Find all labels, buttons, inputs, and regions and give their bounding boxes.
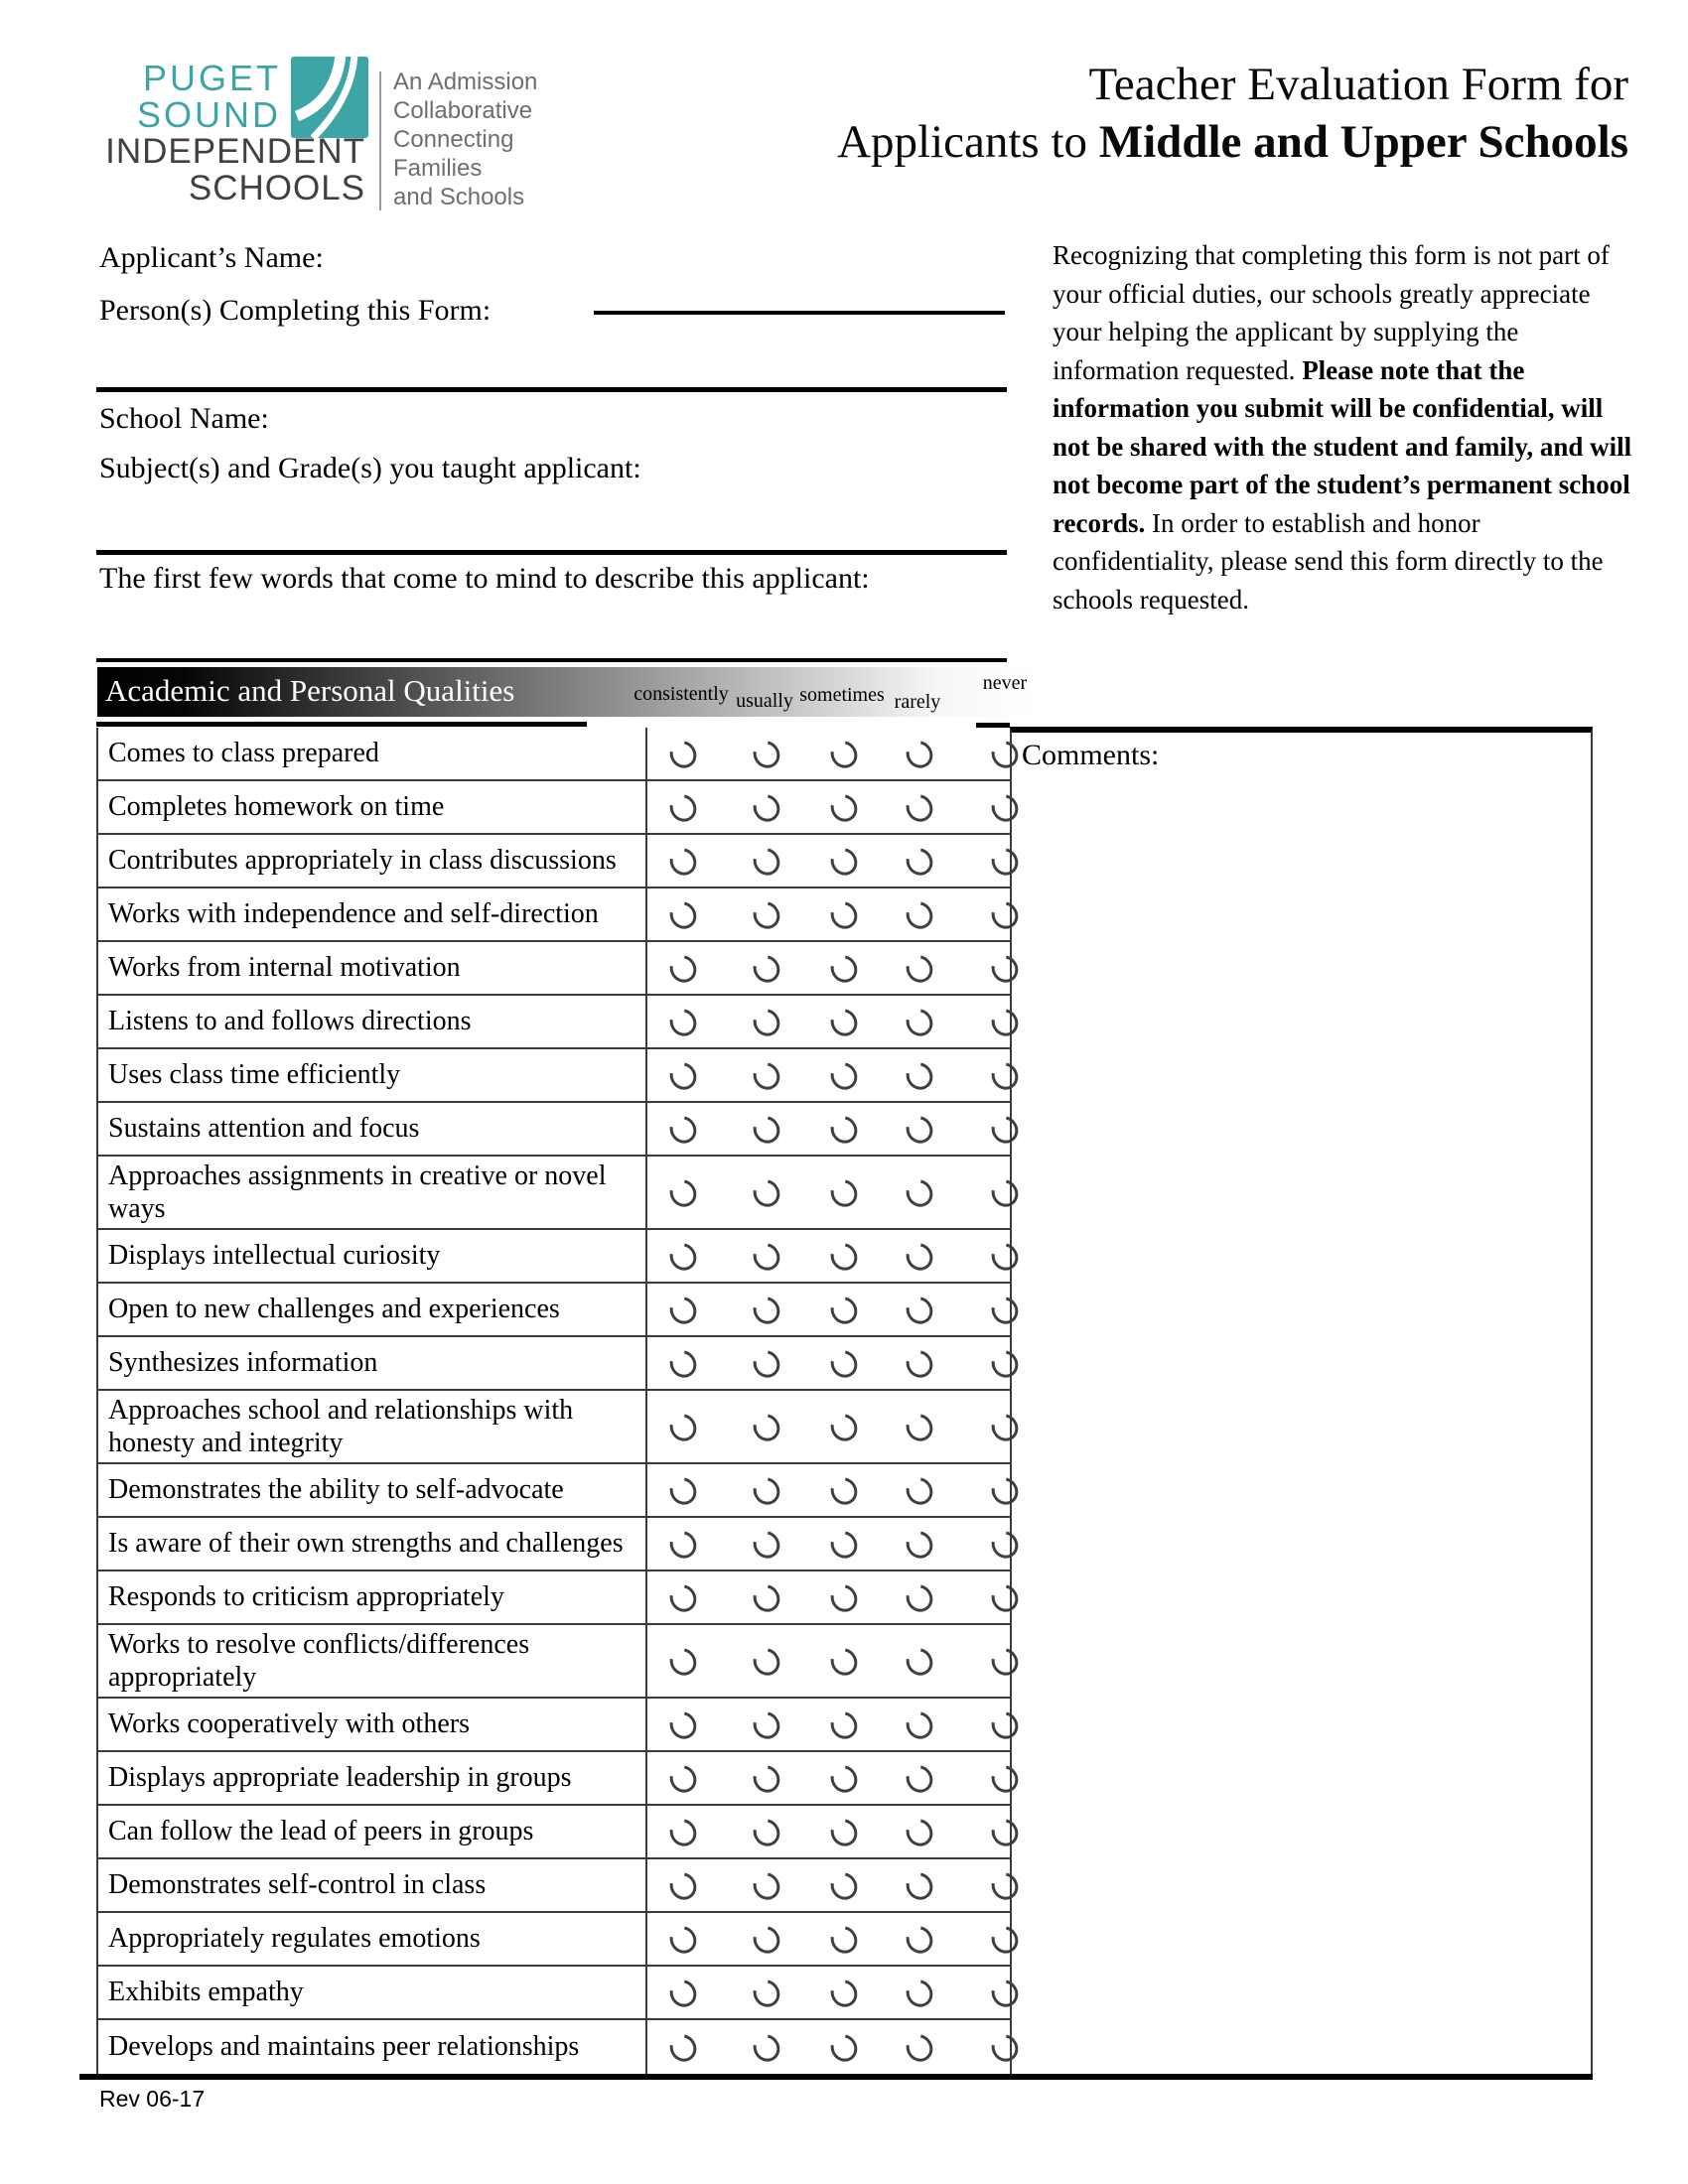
logo-word-sound: SOUND <box>136 94 281 135</box>
intro-normal-2: In order to establish and honor confidentiality, please send this form directly to the schools requested. <box>1053 507 1604 614</box>
applicant-name-label: Applicant’s Name: <box>99 241 324 274</box>
table-row <box>98 1752 1010 1806</box>
persons-completing-input-line[interactable] <box>96 387 1007 392</box>
table-row <box>98 1230 1010 1284</box>
rating-circle-rarely[interactable] <box>901 1760 937 1798</box>
quality-label: Synthesizes information <box>98 1337 647 1389</box>
rating-circle-sometimes[interactable] <box>825 1760 862 1798</box>
rating-circle-consistently[interactable] <box>664 1975 701 2012</box>
rating-circle-rarely[interactable] <box>901 1345 937 1383</box>
table-row <box>98 1859 1010 1913</box>
rating-circle-sometimes[interactable] <box>825 1174 862 1212</box>
rating-circle-usually[interactable] <box>748 1409 784 1446</box>
qualities-rows <box>96 728 1010 2074</box>
rating-circle-consistently[interactable] <box>664 1643 701 1681</box>
title-line-2-bold: Middle and Upper Schools <box>1098 116 1628 168</box>
rating-circle-usually[interactable] <box>748 1921 784 1959</box>
quality-label: Displays intellectual curiosity <box>98 1230 647 1282</box>
table-row <box>98 1049 1010 1103</box>
first-words-input-line[interactable] <box>96 658 1007 662</box>
rating-header-never: never <box>982 672 1028 694</box>
rating-circle-usually[interactable] <box>748 789 784 827</box>
rating-circle-sometimes[interactable] <box>825 1004 862 1041</box>
rating-circle-rarely[interactable] <box>901 1975 937 2012</box>
intro-normal-1: Recognizing that completing this form is not part of your official duties, our schools greatly appreciate your helping the applicant by supplying the information requested. <box>1053 240 1610 385</box>
table-top-border <box>96 722 587 727</box>
quality-label: Uses class time efficiently <box>98 1049 647 1101</box>
table-row <box>98 1284 1010 1337</box>
rating-circle-consistently[interactable] <box>664 1526 701 1564</box>
puget-sound-logo-icon <box>291 57 368 138</box>
rating-circle-sometimes[interactable] <box>825 1579 862 1617</box>
table-row <box>98 1913 1010 1967</box>
quality-label: Develops and maintains peer relationships <box>98 2020 647 2074</box>
table-row <box>98 1571 1010 1625</box>
table-row <box>98 1518 1010 1571</box>
rating-circle-rarely[interactable] <box>901 1238 937 1276</box>
rating-header-sometimes: sometimes <box>799 684 885 706</box>
rating-circle-usually[interactable] <box>748 2029 784 2067</box>
quality-label: Displays appropriate leadership in groups <box>98 1752 647 1804</box>
quality-label: Sustains attention and focus <box>98 1103 647 1155</box>
rating-circle-usually[interactable] <box>748 896 784 934</box>
rating-header-consistently: consistently <box>633 683 729 705</box>
rating-circle-rarely[interactable] <box>901 1174 937 1212</box>
rating-circle-consistently[interactable] <box>664 1760 701 1798</box>
rating-circle-usually[interactable] <box>748 1814 784 1851</box>
rating-circle-rarely[interactable] <box>901 1921 937 1959</box>
rating-circle-sometimes[interactable] <box>825 1975 862 2012</box>
rating-circle-usually[interactable] <box>748 1975 784 2012</box>
rating-circle-consistently[interactable] <box>664 1238 701 1276</box>
rating-circle-consistently[interactable] <box>664 1867 701 1905</box>
title-line-2-regular: Applicants to <box>837 116 1099 168</box>
rating-circle-sometimes[interactable] <box>825 1057 862 1095</box>
rating-circle-sometimes[interactable] <box>825 1292 862 1329</box>
rating-circle-usually[interactable] <box>748 1579 784 1617</box>
quality-label: Comes to class prepared <box>98 728 647 779</box>
table-row <box>98 835 1010 888</box>
quality-label: Listens to and follows directions <box>98 996 647 1047</box>
table-row <box>98 1337 1010 1391</box>
rating-circle-consistently[interactable] <box>664 1345 701 1383</box>
rating-circle-rarely[interactable] <box>901 1579 937 1617</box>
applicant-name-input-line[interactable] <box>594 311 1005 315</box>
rating-circle-sometimes[interactable] <box>825 1643 862 1681</box>
rating-circle-sometimes[interactable] <box>825 1706 862 1744</box>
persons-completing-label: Person(s) Completing this Form: <box>99 294 492 327</box>
rating-circle-consistently[interactable] <box>664 2029 701 2067</box>
rating-header-rarely: rarely <box>894 691 941 713</box>
rating-circle-sometimes[interactable] <box>825 1409 862 1446</box>
rating-circle-sometimes[interactable] <box>825 736 862 773</box>
tagline-line: Families <box>393 155 483 182</box>
rating-circle-usually[interactable] <box>748 1526 784 1564</box>
table-row <box>98 888 1010 942</box>
rating-circle-sometimes[interactable] <box>825 1238 862 1276</box>
rating-circle-rarely[interactable] <box>901 843 937 881</box>
rating-circle-usually[interactable] <box>748 1111 784 1149</box>
quality-label: Can follow the lead of peers in groups <box>98 1806 647 1857</box>
table-row <box>98 1699 1010 1752</box>
page-bottom-rule <box>79 2074 1593 2080</box>
rating-circle-usually[interactable] <box>748 1292 784 1329</box>
logo-wordmark-dark <box>84 133 365 206</box>
subjects-grades-input-line[interactable] <box>96 550 1007 555</box>
rating-circle-rarely[interactable] <box>901 896 937 934</box>
quality-label: Approaches school and relationships with honesty and integrity <box>98 1391 647 1462</box>
rating-circle-consistently[interactable] <box>664 1579 701 1617</box>
rating-circle-sometimes[interactable] <box>825 896 862 934</box>
rating-circle-usually[interactable] <box>748 1643 784 1681</box>
quality-label: Demonstrates the ability to self-advocate <box>98 1464 647 1516</box>
rating-circle-usually[interactable] <box>748 1867 784 1905</box>
tagline-line: Connecting <box>393 126 514 153</box>
rating-circle-usually[interactable] <box>748 843 784 881</box>
rating-circle-rarely[interactable] <box>901 2029 937 2067</box>
rating-circle-usually[interactable] <box>748 1760 784 1798</box>
rating-circle-sometimes[interactable] <box>825 950 862 988</box>
rating-circle-rarely[interactable] <box>901 950 937 988</box>
rating-circle-consistently[interactable] <box>664 736 701 773</box>
table-row <box>98 996 1010 1049</box>
comments-label: Comments: <box>1022 739 1160 771</box>
quality-label: Works with independence and self-direction <box>98 888 647 940</box>
rating-circle-usually[interactable] <box>748 736 784 773</box>
logo-word-independent: INDEPENDENT <box>105 132 365 171</box>
rating-circle-rarely[interactable] <box>901 1526 937 1564</box>
logo-wordmark-teal <box>89 60 281 133</box>
tagline-line: Collaborative <box>393 97 533 124</box>
rating-circle-usually[interactable] <box>748 1004 784 1041</box>
rating-circle-sometimes[interactable] <box>825 1345 862 1383</box>
table-row <box>98 781 1010 835</box>
rating-circle-usually[interactable] <box>748 1057 784 1095</box>
rating-circle-consistently[interactable] <box>664 896 701 934</box>
rating-circle-rarely[interactable] <box>901 1292 937 1329</box>
rating-header-usually: usually <box>736 690 793 712</box>
quality-label: Responds to criticism appropriately <box>98 1571 647 1623</box>
rating-circle-rarely[interactable] <box>901 736 937 773</box>
rating-circle-consistently[interactable] <box>664 1472 701 1510</box>
section-title: Academic and Personal Qualities <box>105 673 515 708</box>
quality-label: Exhibits empathy <box>98 1967 647 2018</box>
rating-circle-consistently[interactable] <box>664 1706 701 1744</box>
school-name-label: School Name: <box>99 402 269 435</box>
rating-circle-sometimes[interactable] <box>825 789 862 827</box>
title-line-1: Teacher Evaluation Form for <box>1088 59 1628 110</box>
rating-circle-usually[interactable] <box>748 1472 784 1510</box>
rating-circle-sometimes[interactable] <box>825 1526 862 1564</box>
title-line-2 <box>596 113 1628 171</box>
logo-word-schools: SCHOOLS <box>188 169 365 207</box>
rating-circle-consistently[interactable] <box>664 1814 701 1851</box>
comments-box[interactable] <box>1010 727 1593 2074</box>
logo-divider <box>379 71 381 210</box>
table-row <box>98 728 1010 781</box>
rating-circle-rarely[interactable] <box>901 1057 937 1095</box>
rating-circle-consistently[interactable] <box>664 950 701 988</box>
rating-circle-consistently[interactable] <box>664 1921 701 1959</box>
page-title <box>596 56 1628 171</box>
quality-label: Appropriately regulates emotions <box>98 1913 647 1965</box>
rating-circle-consistently[interactable] <box>664 1174 701 1212</box>
tagline-line: and Schools <box>393 184 525 210</box>
table-row <box>98 1967 1010 2020</box>
rating-circle-consistently[interactable] <box>664 1057 701 1095</box>
rating-circle-rarely[interactable] <box>901 1643 937 1681</box>
rating-circle-usually[interactable] <box>748 1706 784 1744</box>
quality-label: Approaches assignments in creative or novel ways <box>98 1157 647 1228</box>
rating-circle-rarely[interactable] <box>901 1111 937 1149</box>
table-row <box>98 1103 1010 1157</box>
rating-circle-sometimes[interactable] <box>825 2029 862 2067</box>
rating-circle-consistently[interactable] <box>664 1111 701 1149</box>
quality-label: Is aware of their own strengths and challenges <box>98 1518 647 1570</box>
rating-circle-consistently[interactable] <box>664 1292 701 1329</box>
table-row <box>98 1391 1010 1464</box>
logo-word-puget: PUGET <box>142 58 281 98</box>
quality-label: Works from internal motivation <box>98 942 647 994</box>
rating-circle-consistently[interactable] <box>664 843 701 881</box>
rating-circle-usually[interactable] <box>748 1345 784 1383</box>
rating-circle-sometimes[interactable] <box>825 843 862 881</box>
tagline-line: An Admission <box>393 68 538 95</box>
rating-circle-sometimes[interactable] <box>825 1472 862 1510</box>
revision-label: Rev 06-17 <box>99 2086 206 2112</box>
table-row <box>98 1806 1010 1859</box>
rating-circle-rarely[interactable] <box>901 1867 937 1905</box>
intro-confidentiality-note: Please note that the information you submit will be confidential, will not be shared with the student and family, and will not become part of the student’s permanent school records. <box>1053 354 1632 538</box>
quality-label: Contributes appropriately in class discussions <box>98 835 647 887</box>
rating-circle-usually[interactable] <box>748 1238 784 1276</box>
rating-circle-rarely[interactable] <box>901 1472 937 1510</box>
rating-circle-consistently[interactable] <box>664 1004 701 1041</box>
quality-label: Completes homework on time <box>98 781 647 833</box>
rating-circle-usually[interactable] <box>748 950 784 988</box>
first-words-label: The first few words that come to mind to describe this applicant: <box>99 562 870 595</box>
rating-circle-sometimes[interactable] <box>825 1867 862 1905</box>
quality-label: Open to new challenges and experiences <box>98 1284 647 1335</box>
intro-paragraph <box>1053 236 1643 618</box>
rating-circle-rarely[interactable] <box>901 1814 937 1851</box>
table-row <box>98 1625 1010 1699</box>
logo-tagline <box>393 68 537 211</box>
rating-circle-consistently[interactable] <box>664 789 701 827</box>
rating-circle-rarely[interactable] <box>901 1706 937 1744</box>
quality-label: Works cooperatively with others <box>98 1699 647 1750</box>
quality-label: Demonstrates self-control in class <box>98 1859 647 1911</box>
table-row <box>98 2020 1010 2074</box>
rating-circle-rarely[interactable] <box>901 789 937 827</box>
rating-circle-rarely[interactable] <box>901 1004 937 1041</box>
table-row <box>98 942 1010 996</box>
quality-label: Works to resolve conflicts/differences appropriately <box>98 1625 647 1697</box>
subjects-grades-label: Subject(s) and Grade(s) you taught applicant: <box>99 452 641 484</box>
rating-circle-consistently[interactable] <box>664 1409 701 1446</box>
rating-circle-sometimes[interactable] <box>825 1111 862 1149</box>
rating-circle-sometimes[interactable] <box>825 1921 862 1959</box>
rating-circle-rarely[interactable] <box>901 1409 937 1446</box>
rating-circle-usually[interactable] <box>748 1174 784 1212</box>
table-row <box>98 1464 1010 1518</box>
rating-circle-sometimes[interactable] <box>825 1814 862 1851</box>
table-row <box>98 1157 1010 1230</box>
